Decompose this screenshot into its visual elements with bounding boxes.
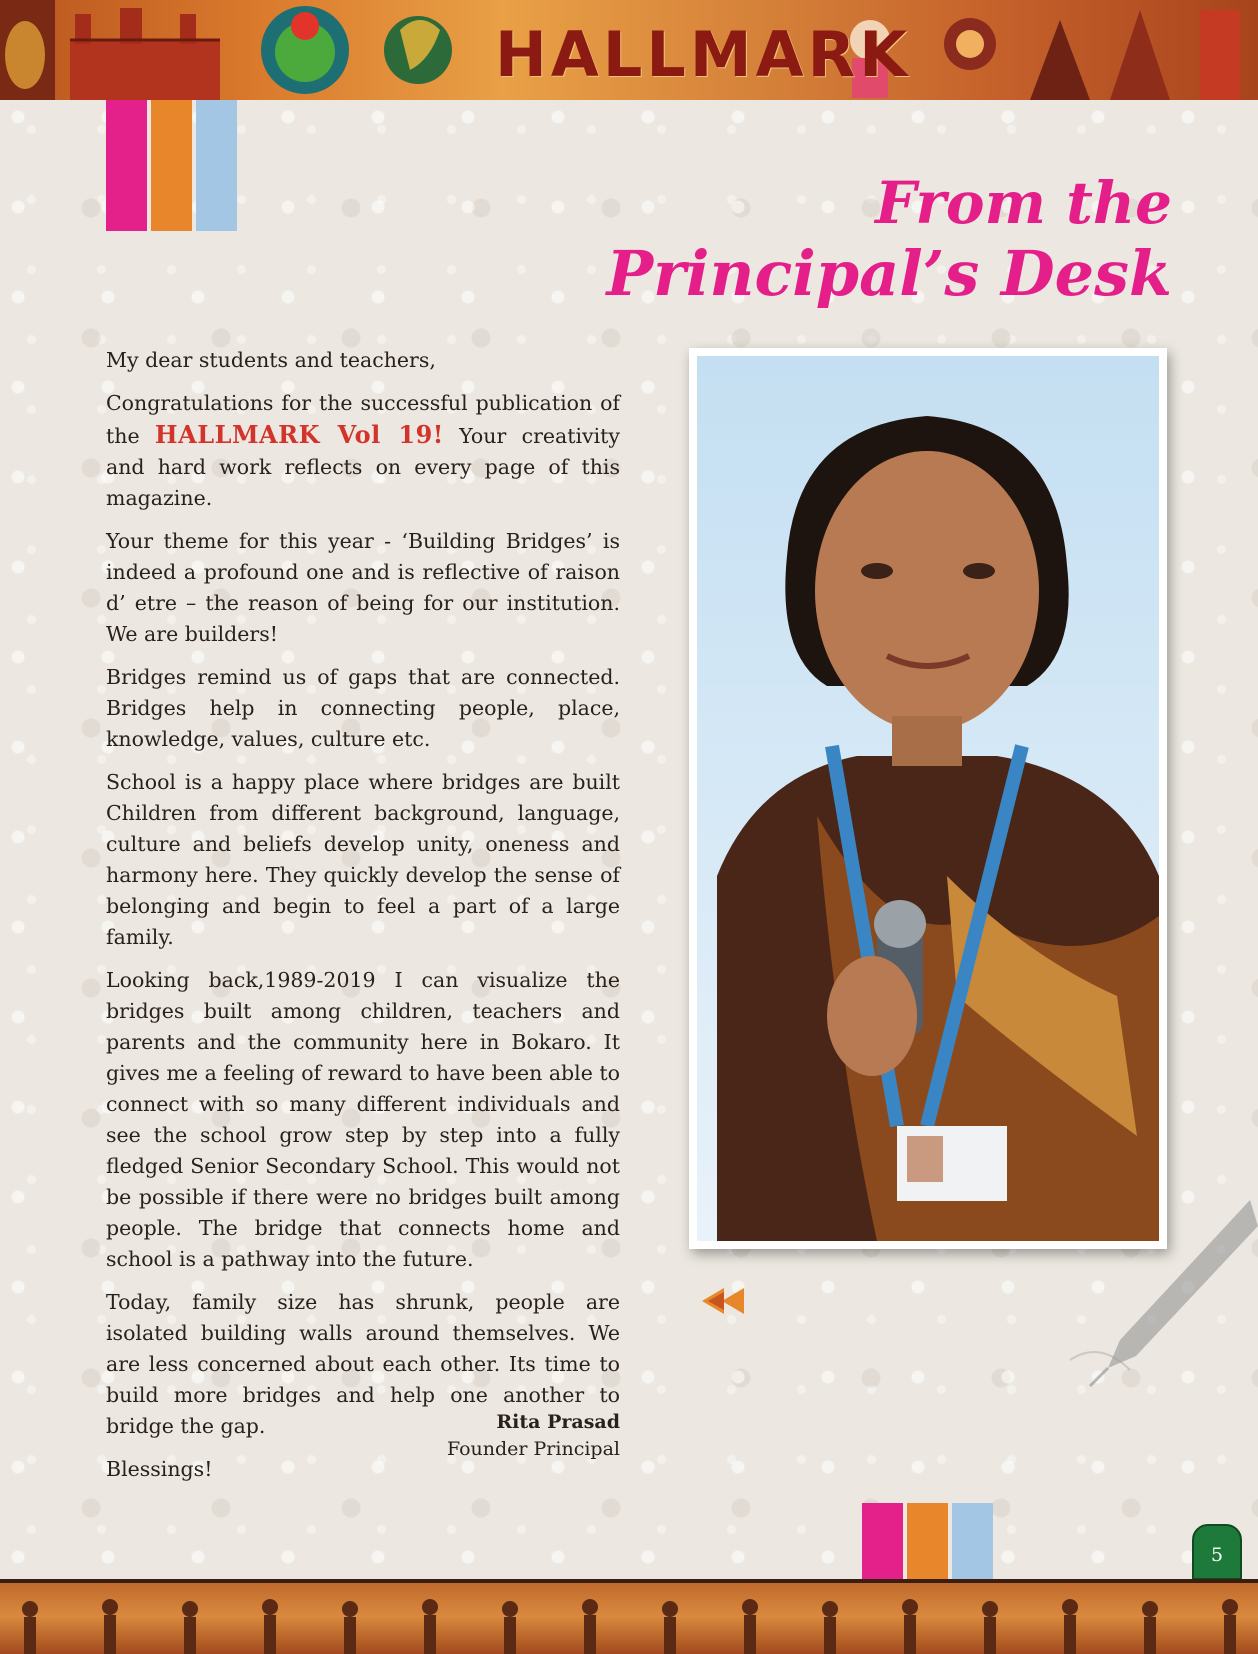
page-number: 5 <box>1192 1524 1242 1580</box>
letter-paragraph-6: Today, family size has shrunk, people are isolated building walls around themselves. We are less concerned about each other. Its time to build more bridges and help one another to bridge the gap. <box>106 1290 620 1438</box>
principal-portrait-image <box>697 356 1159 1241</box>
signature-name: Rita Prasad <box>496 1411 620 1433</box>
pink-bar <box>106 100 147 231</box>
letter-paragraph-4: School is a happy place where bridges are built Children from different background, language, culture and beliefs develop unity, oneness and harmony here. They quickly develop the sense of belonging and begin to feel a part of a large family. <box>106 770 620 949</box>
signature-block <box>380 1409 620 1463</box>
orange-bar <box>907 1503 948 1579</box>
orange-bar <box>151 100 192 231</box>
fountain-pen-icon <box>1060 1190 1258 1390</box>
letter-paragraph-2: Your theme for this year - ‘Building Bridges’ is indeed a profound one and is reflective of raison d’ etre – the reason of being for our institution. We are builders! <box>106 529 620 646</box>
p1-text-before: Congratulations for the successful publication of the <box>106 391 620 448</box>
decor-color-bars-top <box>106 100 237 231</box>
letter-paragraph-1 <box>106 388 620 514</box>
signature-title: Founder Principal <box>446 1438 620 1460</box>
letter-paragraph-3: Bridges remind us of gaps that are connected. Bridges help in connecting people, place, knowledge, values, culture etc. <box>106 665 620 751</box>
double-arrow-left-icon[interactable] <box>702 1286 748 1316</box>
page-heading <box>607 168 1172 310</box>
magazine-title-highlight: HALLMARK Vol 19! <box>154 420 444 449</box>
pink-bar <box>862 1503 903 1579</box>
letter-closing: Blessings! <box>106 1457 213 1481</box>
decor-color-bars-bottom <box>862 1503 993 1579</box>
footer-artwork <box>0 1579 1258 1654</box>
letter-paragraph-5: Looking back,1989-2019 I can visualize the bridges built among children, teachers and parents and the community here in Bokaro. It gives me a feeling of reward to have been able to connect with so many different individuals and see the school grow step by step into a fully fledged Senior Secondary School. This would not be possible if there were no bridges built among people. The bridge that connects home and school is a pathway into the future. <box>106 968 620 1271</box>
header-banner <box>0 0 1258 100</box>
heading-line-1: From the <box>875 169 1172 237</box>
letter-body <box>106 345 620 1497</box>
blue-bar <box>196 100 237 231</box>
heading-line-2: Principal’s Desk <box>606 237 1172 310</box>
banner-title: HALLMARK <box>495 18 912 91</box>
letter-salutation: My dear students and teachers, <box>106 348 436 372</box>
blue-bar <box>952 1503 993 1579</box>
principal-photo <box>689 348 1167 1249</box>
footer-decorative-border <box>0 1579 1258 1654</box>
p1-text-after: Your creativity and hard work reflects on every page of this magazine. <box>106 424 620 510</box>
